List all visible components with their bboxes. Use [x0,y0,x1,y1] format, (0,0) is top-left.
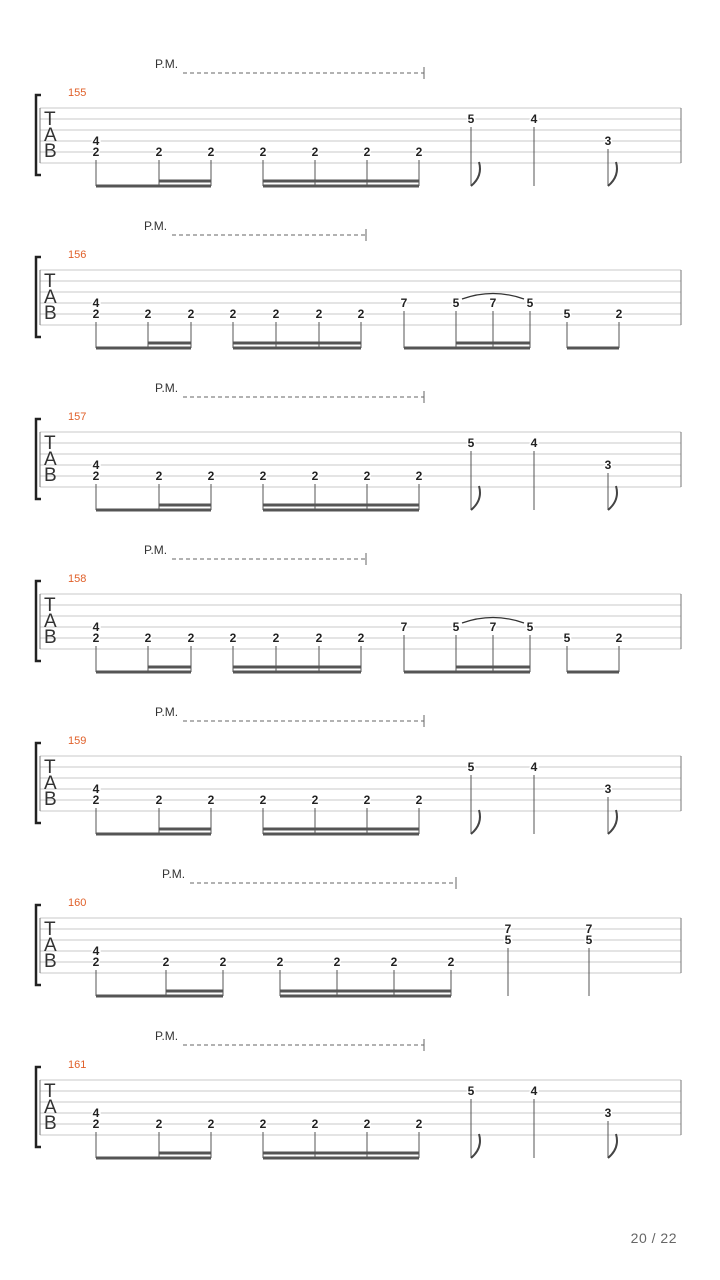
fret-number: 3 [604,134,612,148]
fret-number: 2 [333,955,341,969]
fret-number: 4 [92,944,100,958]
palm-mute-label: P.M. [155,57,179,71]
tab-clef-letter: B [44,141,57,162]
fret-number: 2 [415,1117,423,1131]
measure-number: 157 [68,411,87,423]
palm-mute-label: P.M. [155,705,179,719]
fret-number: 2 [92,955,100,969]
fret-number: 3 [604,458,612,472]
fret-number: 5 [563,307,571,321]
fret-number: 4 [92,296,100,310]
tab-system-158 [36,543,681,672]
tab-clef-letter: B [44,465,57,486]
tab-clef-letter: A [44,935,57,956]
fret-number: 2 [363,1117,371,1131]
measure-number: 158 [68,573,87,585]
tab-clef-letter: B [44,627,57,648]
fret-number: 4 [530,760,538,774]
fret-number: 2 [315,307,323,321]
fret-number: 2 [311,1117,319,1131]
fret-number: 3 [604,782,612,796]
fret-number: 5 [585,933,593,947]
fret-number: 4 [92,1106,100,1120]
tab-system-156 [36,219,681,348]
fret-number: 2 [144,307,152,321]
note-flag [608,486,617,510]
fret-number: 2 [92,631,100,645]
fret-number: 2 [357,631,365,645]
fret-number: 2 [415,793,423,807]
tab-clef-letter: A [44,1097,57,1118]
tab-system-155 [36,57,681,186]
tab-clef-letter: B [44,789,57,810]
page-number: 20 / 22 [630,1230,677,1246]
fret-number: 2 [259,1117,267,1131]
tab-system-159 [36,705,681,834]
tab-clef-letter: T [44,757,56,778]
fret-number: 2 [229,631,237,645]
fret-number: 5 [452,296,460,310]
palm-mute-label: P.M. [144,219,168,233]
tab-clef-letter: A [44,773,57,794]
measure-number: 159 [68,735,87,747]
fret-number: 2 [363,469,371,483]
fret-number: 4 [92,134,100,148]
fret-number: 2 [357,307,365,321]
fret-number: 2 [92,307,100,321]
palm-mute-label: P.M. [155,381,179,395]
fret-number: 2 [92,793,100,807]
fret-number: 7 [504,922,512,936]
fret-number: 2 [272,307,280,321]
fret-number: 7 [400,620,408,634]
fret-number: 2 [615,631,623,645]
note-flag [608,1134,617,1158]
fret-number: 2 [207,793,215,807]
tab-clef-letter: T [44,1081,56,1102]
fret-number: 7 [585,922,593,936]
fret-number: 5 [504,933,512,947]
fret-number: 2 [92,1117,100,1131]
fret-number: 2 [447,955,455,969]
fret-number: 2 [187,307,195,321]
fret-number: 7 [489,620,497,634]
fret-number: 2 [259,469,267,483]
fret-number: 2 [311,145,319,159]
tab-clef-letter: T [44,109,56,130]
fret-number: 2 [155,1117,163,1131]
fret-number: 2 [276,955,284,969]
note-flag [608,810,617,834]
measure-number: 161 [68,1059,87,1071]
tab-clef-letter: A [44,611,57,632]
tab-clef-letter: B [44,1113,57,1134]
fret-number: 2 [219,955,227,969]
fret-number: 2 [390,955,398,969]
fret-number: 2 [144,631,152,645]
fret-number: 2 [272,631,280,645]
fret-number: 2 [207,1117,215,1131]
tab-system-157 [36,381,681,510]
fret-number: 2 [207,469,215,483]
tab-clef-letter: T [44,271,56,292]
fret-number: 4 [530,1084,538,1098]
fret-number: 7 [400,296,408,310]
tab-clef-letter: B [44,303,57,324]
fret-number: 5 [467,436,475,450]
fret-number: 5 [526,296,534,310]
palm-mute-label: P.M. [144,543,168,557]
fret-number: 2 [207,145,215,159]
fret-number: 2 [92,145,100,159]
note-flag [471,1134,480,1158]
fret-number: 2 [259,145,267,159]
fret-number: 7 [489,296,497,310]
fret-number: 5 [526,620,534,634]
fret-number: 2 [311,793,319,807]
fret-number: 2 [155,793,163,807]
tab-clef-letter: A [44,125,57,146]
fret-number: 3 [604,1106,612,1120]
fret-number: 4 [92,620,100,634]
fret-number: 2 [363,793,371,807]
note-flag [471,162,480,186]
tab-clef-letter: T [44,595,56,616]
fret-number: 2 [415,145,423,159]
tab-system-160 [36,867,681,996]
measure-number: 155 [68,87,87,99]
fret-number: 2 [92,469,100,483]
fret-number: 4 [530,112,538,126]
tab-clef-letter: B [44,951,57,972]
tab-clef-letter: A [44,449,57,470]
note-flag [471,810,480,834]
fret-number: 2 [315,631,323,645]
fret-number: 2 [615,307,623,321]
fret-number: 2 [187,631,195,645]
fret-number: 2 [155,469,163,483]
fret-number: 4 [530,436,538,450]
fret-number: 2 [311,469,319,483]
fret-number: 4 [92,782,100,796]
fret-number: 2 [259,793,267,807]
palm-mute-label: P.M. [155,1029,179,1043]
fret-number: 2 [415,469,423,483]
tab-clef-letter: A [44,287,57,308]
tab-clef-letter: T [44,919,56,940]
fret-number: 5 [563,631,571,645]
tab-system-161 [36,1029,681,1158]
measure-number: 160 [68,897,87,909]
fret-number: 2 [155,145,163,159]
measure-number: 156 [68,249,87,261]
fret-number: 4 [92,458,100,472]
fret-number: 5 [452,620,460,634]
fret-number: 5 [467,112,475,126]
note-flag [471,486,480,510]
fret-number: 2 [162,955,170,969]
fret-number: 5 [467,760,475,774]
note-flag [608,162,617,186]
fret-number: 2 [229,307,237,321]
fret-number: 2 [363,145,371,159]
tab-clef-letter: T [44,433,56,454]
fret-number: 5 [467,1084,475,1098]
palm-mute-label: P.M. [162,867,186,881]
